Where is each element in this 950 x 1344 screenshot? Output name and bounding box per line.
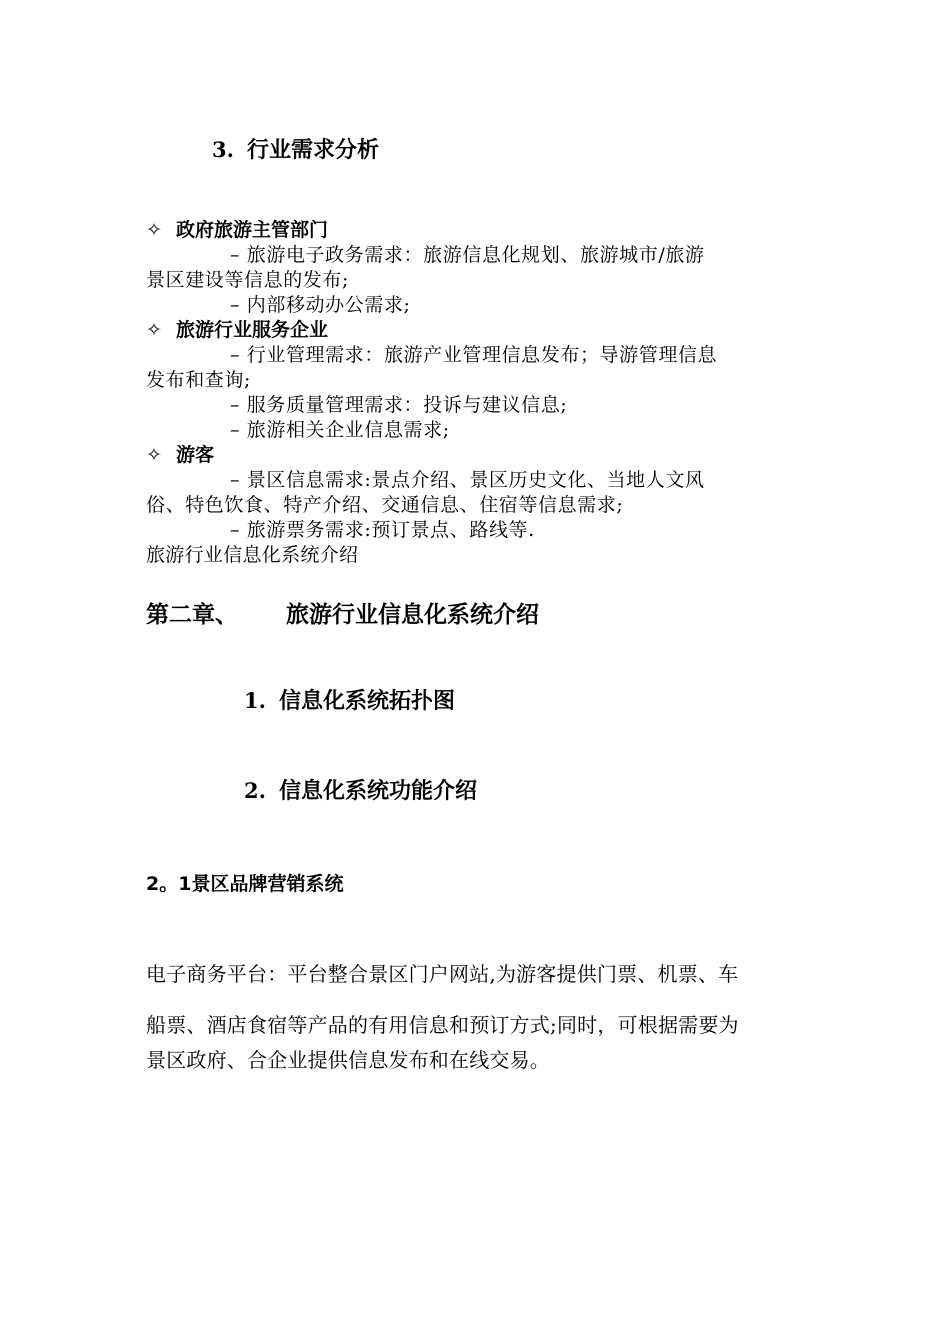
section-heading-1 [244,684,455,715]
list-line: – 旅游相关企业信息需求; [230,419,450,441]
list-line: 发布和查询; [146,369,252,391]
bullet-title: 旅游行业服务企业 [176,319,329,341]
subsection-number: 2。1 [146,873,192,895]
paragraph-line: 景区政府、合企业提供信息发布和在线交易。 [146,1048,550,1072]
bullet-item-government [146,215,328,242]
section-number: 1. [244,688,266,713]
chapter-title: 旅游行业信息化系统介绍 [286,602,540,628]
diamond-star-bullet-icon: ✧ [146,444,162,466]
paragraph-line: 电子商务平台：平台整合景区门户网站,为游客提供门票、机票、车 [146,962,739,986]
list-line: – 服务质量管理需求：投诉与建议信息; [230,394,568,416]
bullet-title: 游客 [176,444,215,466]
section-title: 信息化系统拓扑图 [279,689,456,714]
subsection-heading [146,869,343,896]
bullet-item-enterprise [146,315,328,342]
list-line: – 景区信息需求:景点介绍、景区历史文化、当地人文风 [230,469,705,491]
bullet-title: 政府旅游主管部门 [176,219,329,241]
section-heading-3 [212,133,379,164]
diamond-star-bullet-icon: ✧ [146,219,162,241]
paragraph-line: 船票、酒店食宿等产品的有用信息和预订方式;同时，可根据需要为 [146,1013,739,1037]
section-number: 3. [212,137,234,162]
bullet-item-tourist [146,440,214,467]
section-title: 信息化系统功能介绍 [279,779,478,804]
section-number: 2. [244,778,266,803]
list-line: – 旅游电子政务需求：旅游信息化规划、旅游城市/旅游 [230,244,705,266]
list-line: 景区建设等信息的发布; [146,269,350,291]
list-line: – 行业管理需求：旅游产业管理信息发布；导游管理信息 [230,344,718,366]
chapter-heading [146,596,539,629]
chapter-label: 第二章、 [146,602,238,628]
list-line: 俗、特色饮食、特产介绍、交通信息、住宿等信息需求; [146,494,624,516]
list-line: – 内部移动办公需求; [230,294,411,316]
diamond-star-bullet-icon: ✧ [146,319,162,341]
subsection-title: 景区品牌营销系统 [191,873,344,895]
section-heading-2 [244,774,477,805]
section-title: 行业需求分析 [247,138,380,163]
list-line: – 旅游票务需求:预订景点、路线等. [230,519,535,541]
trailing-line: 旅游行业信息化系统介绍 [146,544,359,566]
